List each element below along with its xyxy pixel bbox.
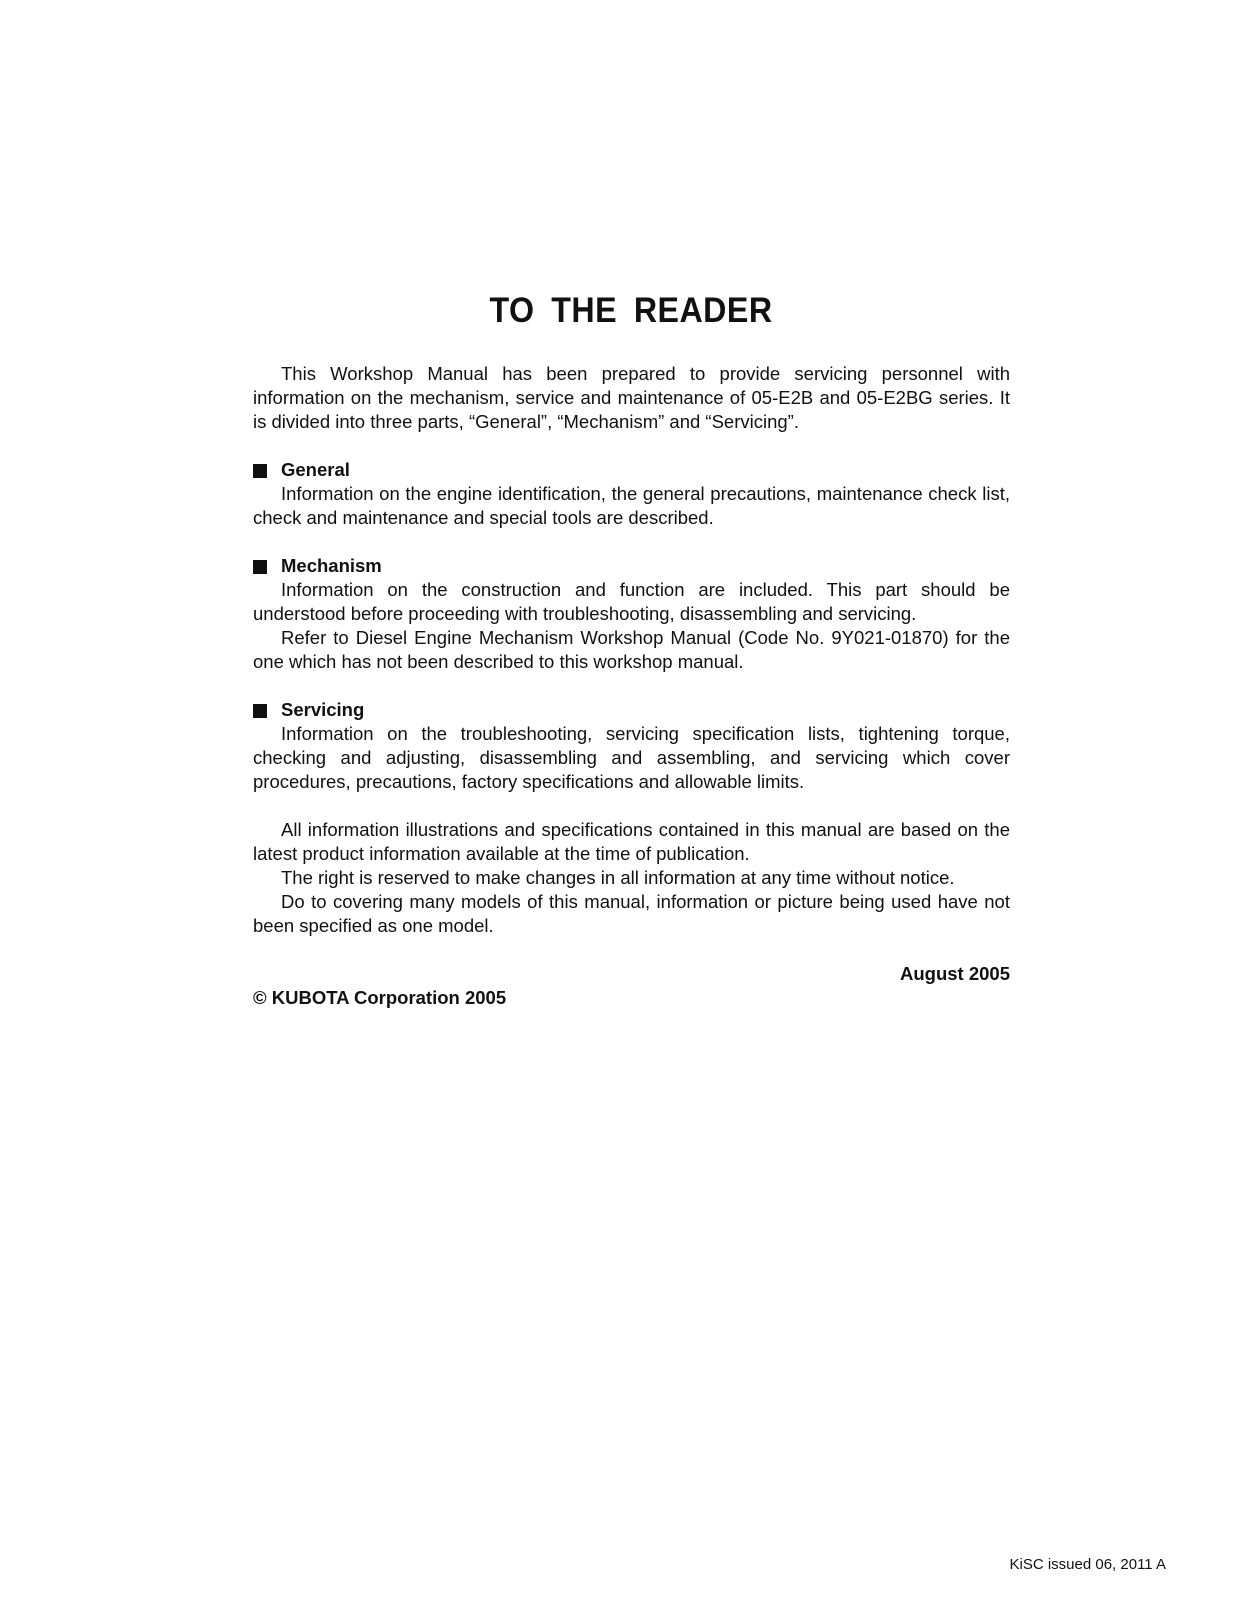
- publication-date: August 2005: [899, 963, 1010, 984]
- intro-paragraph: This Workshop Manual has been prepared to provide servicing personnel with information on the mechanism, service and maintenance of 05-E2B and 05-E2BG series. It is divided into three parts, “General”, “Mechanism” and “Servicing”.: [253, 363, 1010, 432]
- section-paragraph: Information on the troubleshooting, servicing specification lists, tightening torque, checking and adjusting, disassembling and assembling, and servicing which cover procedures, precautions, factory specifications and allowable limits.: [253, 723, 1010, 792]
- footer-issue-note: KiSC issued 06, 2011 A: [1009, 1556, 1166, 1573]
- spacer: [253, 794, 1010, 818]
- black-square-bullet-icon: [253, 704, 267, 718]
- document-body: [253, 362, 1010, 1010]
- closing-paragraph: The right is reserved to make changes in all information at any time without notice.: [281, 867, 955, 888]
- section-general: [253, 458, 1010, 530]
- section-heading-label: Mechanism: [281, 555, 382, 576]
- spacer: [253, 434, 1010, 458]
- section-mechanism: [253, 554, 1010, 674]
- section-paragraph: Information on the construction and function are included. This part should be understood before proceeding with troubleshooting, disassembling and servicing.: [253, 579, 1010, 624]
- section-paragraph: Refer to Diesel Engine Mechanism Workshop Manual (Code No. 9Y021-01870) for the one which has not been described to this workshop manual.: [253, 627, 1010, 672]
- spacer: [253, 674, 1010, 698]
- section-heading: [253, 458, 1010, 482]
- closing-notes: [253, 818, 1010, 938]
- section-heading: [253, 698, 1010, 722]
- closing-paragraph: Do to covering many models of this manual, information or picture being used have not been specified as one model.: [253, 891, 1010, 936]
- section-paragraph: Information on the engine identification, the general precautions, maintenance check list, check and maintenance and special tools are described.: [253, 483, 1010, 528]
- page-title: TO THE READER: [489, 291, 773, 331]
- closing-paragraph: All information illustrations and specifications contained in this manual are based on the latest product information available at the time of publication.: [253, 819, 1010, 864]
- section-heading-label: Servicing: [281, 699, 365, 720]
- spacer: [253, 530, 1010, 554]
- black-square-bullet-icon: [253, 464, 267, 478]
- section-servicing: [253, 698, 1010, 794]
- black-square-bullet-icon: [253, 560, 267, 574]
- spacer: [253, 938, 1010, 962]
- section-heading-label: General: [281, 459, 350, 480]
- copyright-notice: © KUBOTA Corporation 2005: [253, 987, 507, 1008]
- section-heading: [253, 554, 1010, 578]
